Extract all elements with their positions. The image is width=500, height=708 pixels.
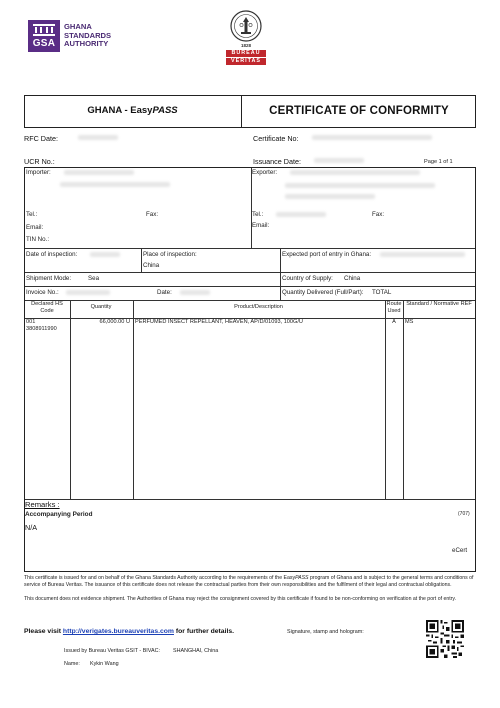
divider	[25, 286, 475, 287]
page-indicator: Page 1 of 1	[424, 159, 453, 165]
row-hs-code: 3808911990	[26, 326, 57, 332]
divider	[25, 272, 475, 273]
issuer-name-value: Kykin Wang	[90, 661, 119, 667]
certificate-no-label: Certificate No:	[253, 134, 299, 143]
bv-year: 1828	[240, 43, 251, 48]
bv-band-top: BUREAU	[226, 50, 266, 57]
row-product: PERFUMED INSECT REPELLANT, HEAVEN, AP/D/01093, 100G/U	[135, 319, 303, 325]
table-row	[24, 318, 476, 338]
port-of-entry-label: Expected port of entry in Ghana:	[282, 251, 372, 258]
disclaimer-paragraph	[24, 575, 476, 588]
inspection-date-label: Date of inspection:	[26, 251, 78, 258]
ucr-no-label: UCR No.:	[24, 157, 55, 166]
divider	[141, 248, 142, 272]
disclaimer-paragraph-2: This document does not evidence shipment. The Authorities of Ghana may reject the consignment covered by this certificate if found to be non-conforming on verification at the port of entry.	[24, 596, 457, 602]
divider	[25, 499, 475, 500]
visit-suffix: for further details.	[173, 628, 235, 635]
row-quantity: 66,000.00 U	[99, 319, 130, 325]
visit-prefix: Please visit	[24, 628, 63, 635]
verigates-link[interactable]: http://verigates.bureauveritas.com	[62, 628, 174, 635]
gsa-abbrev: GSA	[32, 38, 56, 49]
invoice-no-redacted	[66, 290, 110, 295]
disclaimer-text-b: program of Ghana and is subject to the general terms and conditions of service of Bureau Veritas. The issuance of this certificate does not release the contractual parties from their own responsibilities and the fulfilment of their legal and contractual obligations.	[24, 575, 474, 588]
invoice-date-redacted	[180, 290, 210, 295]
gsa-name	[64, 23, 111, 49]
certificate-title: CERTIFICATE OF CONFORMITY	[269, 105, 449, 117]
exporter-tel-redacted	[276, 212, 326, 217]
quantity-header: Quantity	[90, 304, 112, 310]
importer-label: Importer:	[26, 169, 51, 176]
issued-by-label: Issued by Bureau Veritas GSIT - BIVAC:	[64, 648, 160, 654]
gsa-logo	[28, 20, 128, 52]
disclaimer-text-a: This certificate is issued for and on behalf of the Ghana Standards Authority according to the requirements of the Easy	[24, 575, 296, 581]
bv-band-bottom: VERITAS	[226, 58, 266, 65]
remarks-value: N/A	[25, 523, 37, 532]
exporter-address-redacted	[285, 194, 375, 199]
issuance-date-label: Issuance Date:	[253, 157, 301, 166]
divider	[251, 168, 252, 248]
invoice-date-label: Date:	[157, 289, 172, 296]
easypass-title-emph: PASS	[152, 105, 178, 116]
exporter-address-redacted	[285, 183, 435, 188]
inspection-place-label: Place of inspection:	[143, 251, 197, 258]
exporter-tel-label: Tel.:	[252, 211, 264, 218]
row-line-number: 001	[26, 319, 36, 325]
easypass-title-prefix: GHANA - Easy	[87, 105, 153, 116]
issuer-name-label: Name:	[64, 661, 80, 667]
remarks-label: Remarks :	[25, 500, 60, 509]
country-of-supply-value: China	[344, 275, 361, 282]
accompanying-period-label: Accompanying Period	[25, 511, 93, 518]
importer-fax-label: Fax:	[146, 211, 159, 218]
row-route: A	[392, 319, 396, 325]
issuance-date-redacted	[314, 158, 364, 163]
quantity-delivered-value: TOTAL	[372, 289, 392, 296]
port-of-entry-redacted	[380, 252, 465, 257]
certificate-no-redacted	[312, 135, 432, 140]
exporter-fax-label: Fax:	[372, 211, 385, 218]
disclaimer-emph: PASS	[295, 575, 309, 581]
hs-code-header: Declared HS Code	[31, 301, 63, 314]
quantity-delivered-label: Quantity Delivered (Full/Part):	[282, 289, 364, 296]
ecert-label: eCert	[452, 547, 468, 554]
shipment-mode-value: Sea	[88, 275, 100, 282]
exporter-redacted	[290, 170, 420, 175]
rfc-date-label: RFC Date:	[24, 134, 58, 143]
invoice-no-label: Invoice No.:	[26, 289, 59, 296]
easypass-title	[24, 95, 242, 127]
inspection-place-value: China	[143, 262, 160, 269]
signature-label: Signature, stamp and hologram:	[287, 629, 364, 635]
divider	[25, 248, 475, 249]
route-header: Route Used	[386, 301, 402, 314]
visit-line	[24, 628, 234, 635]
gsa-name-line: STANDARDS	[64, 30, 112, 40]
issued-by-value: SHANGHAI, China	[173, 648, 219, 654]
row-standard: MS	[405, 319, 414, 325]
tin-label: TIN No.:	[26, 236, 50, 243]
standard-header: Standard / Normative REF	[406, 301, 472, 307]
product-header: Product/Description	[234, 304, 283, 310]
country-of-supply-label: Country of Supply:	[282, 275, 333, 282]
gsa-pillars-icon	[33, 24, 55, 36]
shipment-mode-label: Shipment Mode:	[26, 275, 72, 282]
inspection-date-redacted	[90, 252, 120, 257]
gsa-logo-mark	[28, 20, 60, 52]
exporter-label: Exporter:	[252, 169, 278, 176]
gsa-name-line: GHANA	[64, 22, 92, 31]
rfc-date-redacted	[78, 135, 118, 140]
exporter-email-label: Email:	[252, 222, 270, 229]
gsa-name-line: AUTHORITY	[64, 39, 109, 49]
importer-redacted	[64, 170, 134, 175]
bureau-veritas-logo	[226, 10, 266, 68]
remarks-code: (707)	[458, 511, 470, 517]
divider	[280, 248, 281, 300]
bv-seal-icon	[230, 10, 262, 42]
importer-address-redacted	[60, 182, 170, 187]
importer-email-label: Email:	[26, 224, 44, 231]
qr-code-icon	[426, 620, 464, 658]
importer-tel-label: Tel.:	[26, 211, 38, 218]
